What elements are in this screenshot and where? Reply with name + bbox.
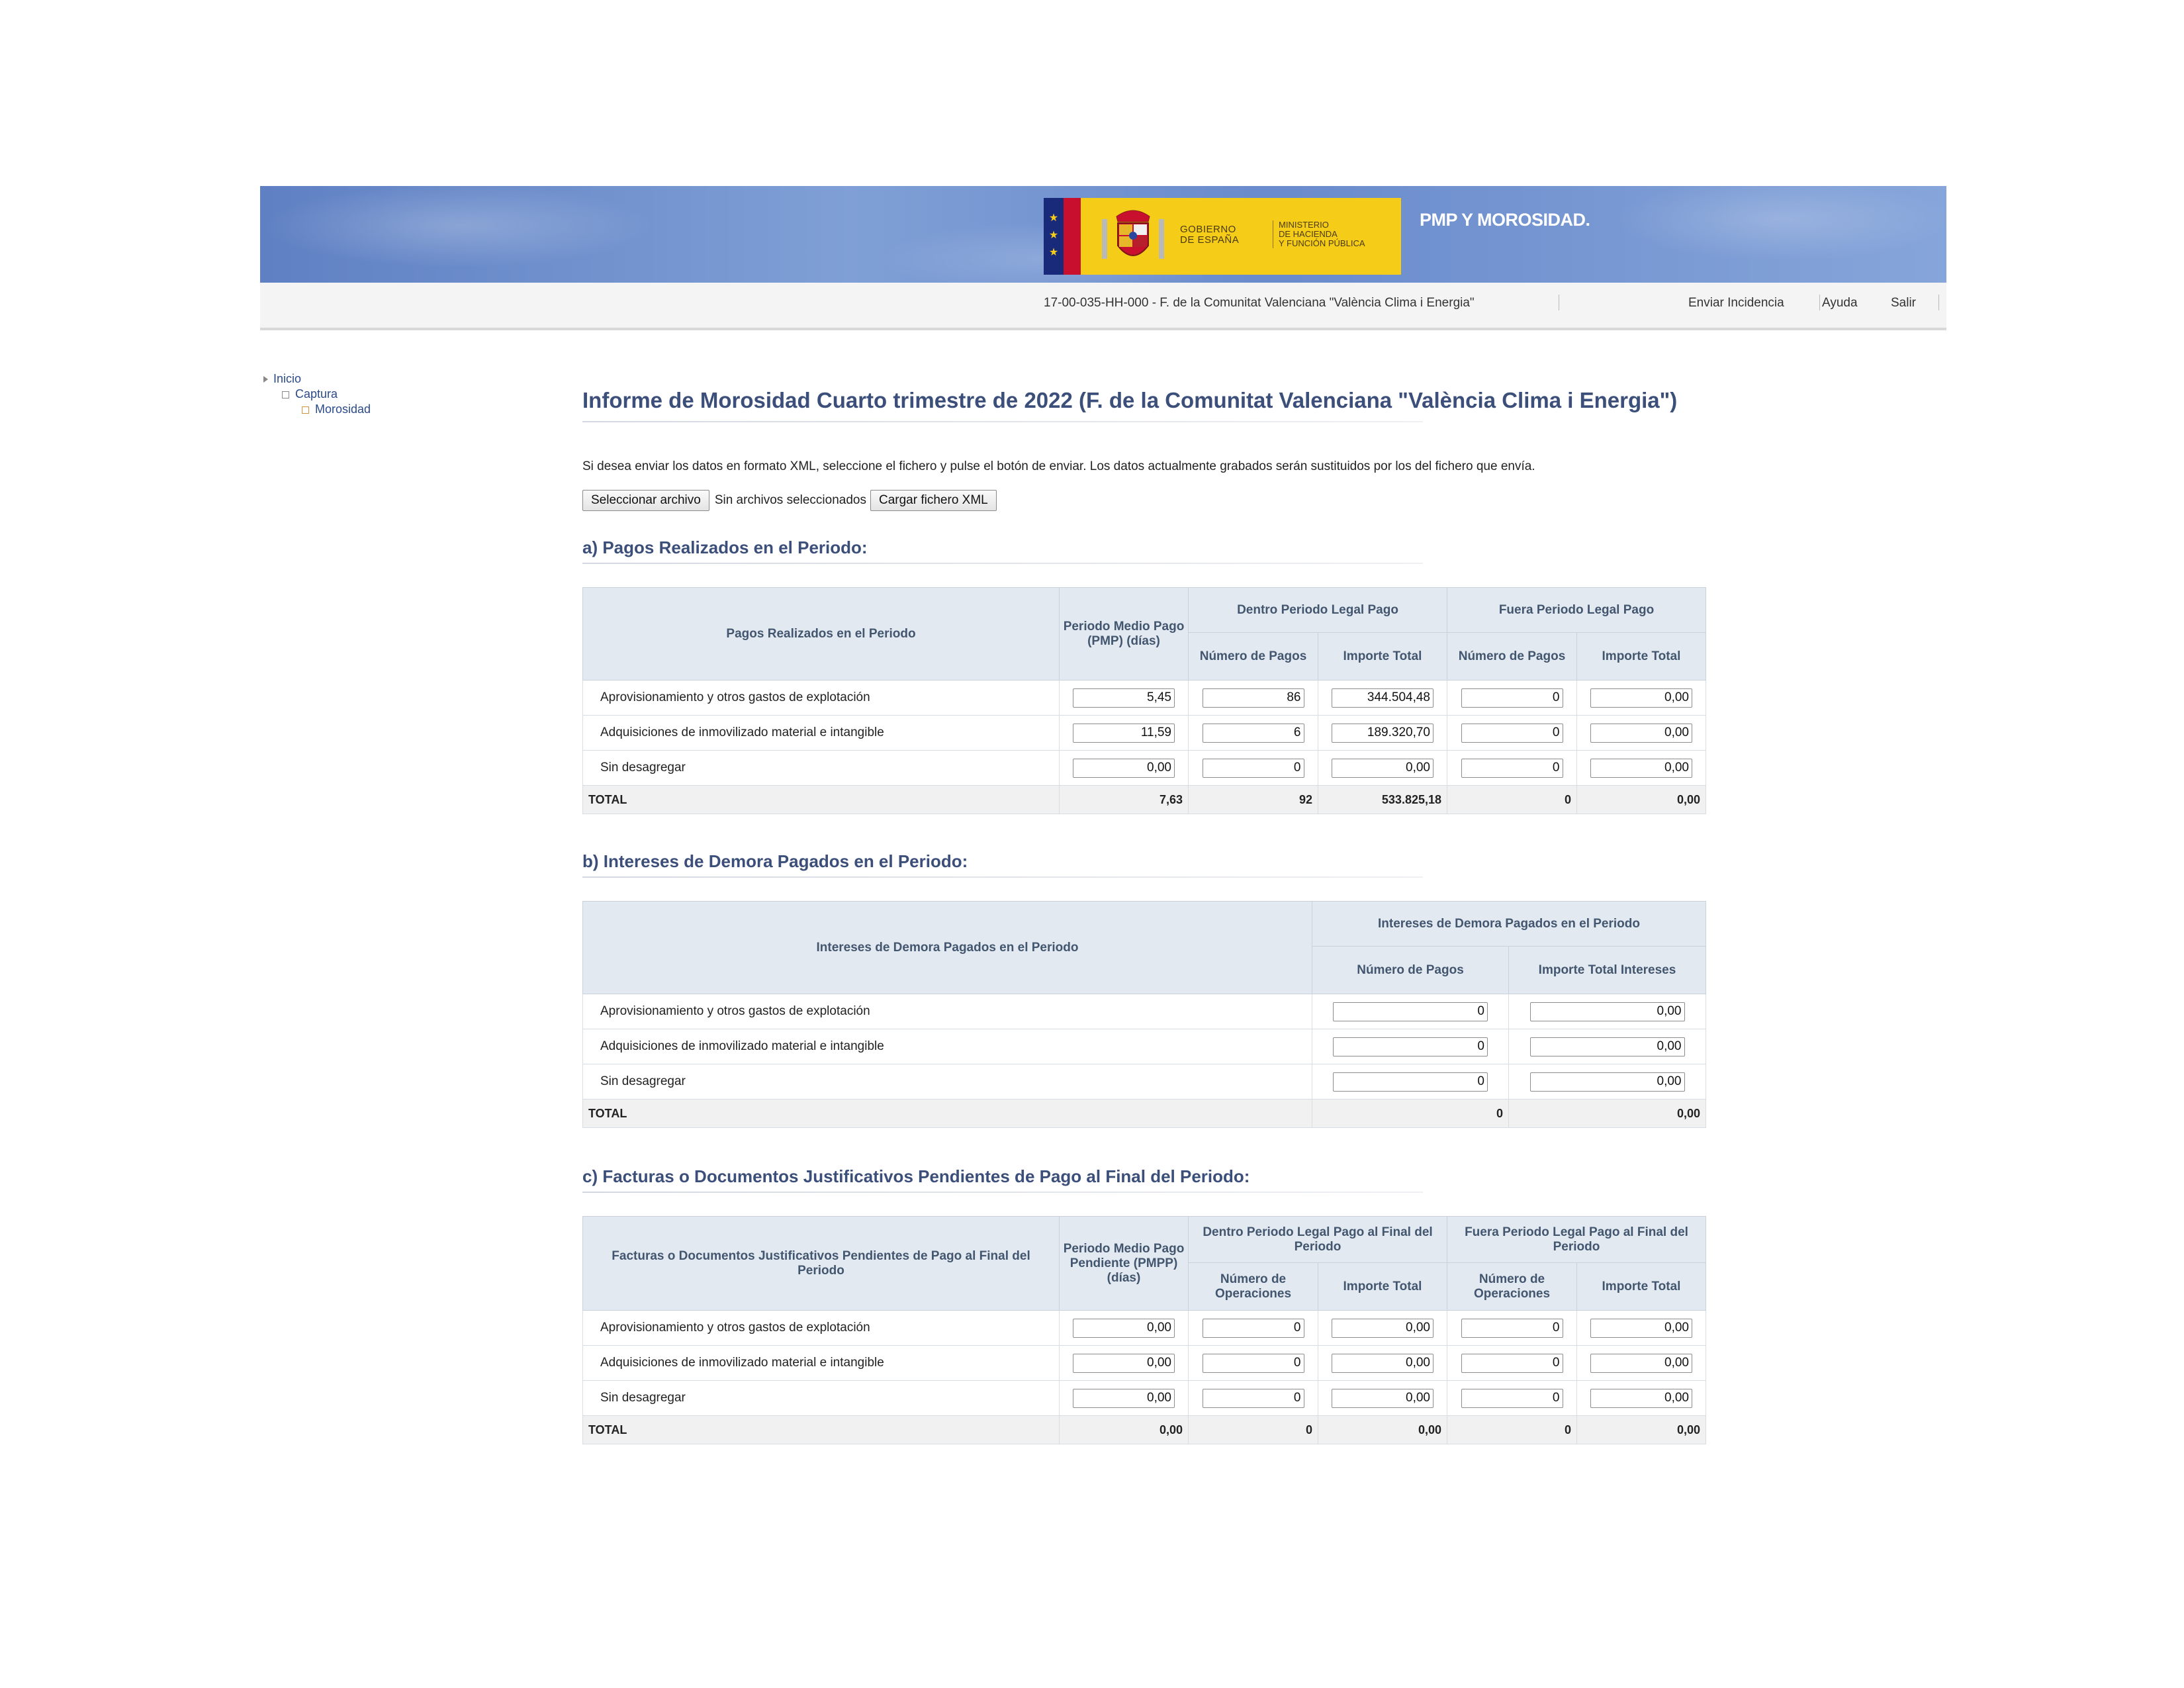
total-fuera-importe: 0,00 [1577,786,1706,814]
dentro-importe-input[interactable] [1332,759,1433,778]
row-label: Aprovisionamiento y otros gastos de explotación [583,680,1060,716]
pmp-input[interactable] [1073,688,1175,708]
table-row [583,680,1706,716]
table-row [583,1381,1706,1416]
header-banner [260,186,1946,283]
dentro-num-input[interactable] [1203,1354,1304,1373]
importe-intereses-input[interactable] [1530,1072,1685,1092]
total-label: TOTAL [583,1416,1060,1444]
group-header: Dentro Periodo Legal Pago [1189,588,1447,633]
importe-intereses-input[interactable] [1530,1002,1685,1021]
dentro-num-input[interactable] [1203,1389,1304,1408]
pmpp-input[interactable] [1073,1354,1175,1373]
table-row [583,716,1706,751]
column-header: Periodo Medio Pago (PMP) (días) [1060,588,1189,680]
total-dentro-num: 0 [1189,1416,1318,1444]
fuera-importe-input[interactable] [1590,759,1692,778]
select-file-button[interactable]: Seleccionar archivo [582,490,709,511]
fuera-num-input[interactable] [1461,759,1563,778]
dentro-num-input[interactable] [1203,724,1304,743]
column-header: Periodo Medio Pago Pendiente (PMPP) (días) [1060,1217,1189,1311]
group-header: Dentro Periodo Legal Pago al Final del Periodo [1189,1217,1447,1263]
table-row [583,1029,1706,1064]
nav-item-morosidad[interactable] [302,402,371,416]
nav-label: Inicio [273,372,302,385]
column-header: Número de Pagos [1312,947,1509,994]
fuera-importe-input[interactable] [1590,1319,1692,1338]
group-header: Fuera Periodo Legal Pago al Final del Periodo [1447,1217,1706,1263]
row-label: Adquisiciones de inmovilizado material e intangible [583,1029,1312,1064]
file-upload-row [582,489,997,512]
dentro-num-input[interactable] [1203,1319,1304,1338]
column-header: Importe Total [1318,1263,1447,1311]
page-title: Informe de Morosidad Cuarto trimestre de 2022 (F. de la Comunitat Valenciana "València Clima i Energia") [582,388,1678,412]
dentro-importe-input[interactable] [1332,1319,1433,1338]
group-header: Intereses de Demora Pagados en el Periodo [1312,902,1706,947]
ministerio-label: MINISTERIO DE HACIENDA Y FUNCIÓN PÚBLICA [1273,220,1365,248]
column-header: Importe Total [1577,1263,1706,1311]
table-row [583,1346,1706,1381]
total-label: TOTAL [583,1100,1312,1128]
row-label: Sin desagregar [583,1381,1060,1416]
fuera-num-input[interactable] [1461,1354,1563,1373]
column-header: Facturas o Documentos Justificativos Pendientes de Pago al Final del Periodo [583,1217,1060,1311]
pagos-table [582,587,1706,814]
dentro-importe-input[interactable] [1332,688,1433,708]
section-a-title: a) Pagos Realizados en el Periodo: [582,538,868,557]
fuera-num-input[interactable] [1461,724,1563,743]
pmpp-input[interactable] [1073,1389,1175,1408]
dentro-num-input[interactable] [1203,688,1304,708]
row-label: Aprovisionamiento y otros gastos de explotación [583,1311,1060,1346]
pmp-input[interactable] [1073,724,1175,743]
table-row [583,1064,1706,1100]
fuera-importe-input[interactable] [1590,1354,1692,1373]
total-fuera-num: 0 [1447,1416,1577,1444]
fuera-importe-input[interactable] [1590,1389,1692,1408]
fuera-importe-input[interactable] [1590,724,1692,743]
total-label: TOTAL [583,786,1060,814]
total-pmp: 7,63 [1060,786,1189,814]
column-header: Número de Pagos [1189,633,1318,680]
intereses-table [582,901,1706,1128]
divider [582,1192,1423,1193]
nav-label: Captura [295,387,338,400]
column-header: Importe Total Intereses [1509,947,1706,994]
facturas-table [582,1216,1706,1444]
app-title: PMP Y MOROSIDAD. [1420,210,1590,230]
column-header: Número de Operaciones [1447,1263,1577,1311]
divider [582,563,1423,564]
total-importe: 0,00 [1509,1100,1706,1128]
num-pagos-input[interactable] [1333,1002,1488,1021]
xml-help-text: Si desea enviar los datos en formato XML, seleccione el fichero y pulse el botón de enviar. Los datos actualmente grabados serán sustituidos por los del fichero que envía. [582,459,1535,473]
total-fuera-num: 0 [1447,786,1577,814]
nav-item-captura[interactable] [282,387,338,401]
entity-label: 17-00-035-HH-000 - F. de la Comunitat Valenciana "València Clima i Energia" [1044,296,1475,310]
row-label: Adquisiciones de inmovilizado material e intangible [583,1346,1060,1381]
fuera-num-input[interactable] [1461,1389,1563,1408]
fuera-importe-input[interactable] [1590,688,1692,708]
ayuda-link[interactable]: Ayuda [1822,296,1858,310]
row-label: Aprovisionamiento y otros gastos de explotación [583,994,1312,1029]
dentro-importe-input[interactable] [1332,1389,1433,1408]
column-header: Importe Total [1577,633,1706,680]
page-node-icon [302,406,309,414]
row-label: Adquisiciones de inmovilizado material e intangible [583,716,1060,751]
nav-item-inicio[interactable] [263,372,301,386]
total-dentro-num: 92 [1189,786,1318,814]
row-label: Sin desagregar [583,1064,1312,1100]
salir-link[interactable]: Salir [1891,296,1917,310]
pmpp-input[interactable] [1073,1319,1175,1338]
table-row [583,751,1706,786]
column-header: Intereses de Demora Pagados en el Periodo [583,902,1312,994]
total-dentro-importe: 533.825,18 [1318,786,1447,814]
total-dentro-importe: 0,00 [1318,1416,1447,1444]
num-pagos-input[interactable] [1333,1037,1488,1056]
total-row [583,1100,1706,1128]
column-header: Importe Total [1318,633,1447,680]
pmp-input[interactable] [1073,759,1175,778]
num-pagos-input[interactable] [1333,1072,1488,1092]
info-bar [260,283,1946,330]
group-header: Fuera Periodo Legal Pago [1447,588,1706,633]
fuera-num-input[interactable] [1461,688,1563,708]
total-num: 0 [1312,1100,1509,1128]
upload-xml-button[interactable]: Cargar fichero XML [870,490,997,511]
expand-triangle-icon [263,376,268,383]
star-icon: ★ ★ ★ [1048,212,1059,258]
fuera-num-input[interactable] [1461,1319,1563,1338]
table-row [583,1311,1706,1346]
divider [582,421,1423,422]
gobierno-label: GOBIERNO DE ESPAÑA [1180,224,1240,246]
spain-flag-stripe [1064,198,1081,275]
total-fuera-importe: 0,00 [1577,1416,1706,1444]
separator [1819,295,1820,310]
table-row [583,994,1706,1029]
column-header: Número de Operaciones [1189,1263,1318,1311]
separator [1938,295,1939,310]
folder-node-icon [282,391,289,399]
total-pmpp: 0,00 [1060,1416,1189,1444]
total-row [583,1416,1706,1444]
dentro-importe-input[interactable] [1332,724,1433,743]
enviar-incidencia-link[interactable]: Enviar Incidencia [1688,296,1784,310]
dentro-num-input[interactable] [1203,759,1304,778]
column-header: Número de Pagos [1447,633,1577,680]
column-header: Pagos Realizados en el Periodo [583,588,1060,680]
dentro-importe-input[interactable] [1332,1354,1433,1373]
nav-label: Morosidad [315,402,371,416]
section-b-title: b) Intereses de Demora Pagados en el Periodo: [582,851,968,871]
section-c-title: c) Facturas o Documentos Justificativos Pendientes de Pago al Final del Periodo: [582,1166,1250,1186]
row-label: Sin desagregar [583,751,1060,786]
total-row [583,786,1706,814]
importe-intereses-input[interactable] [1530,1037,1685,1056]
gobierno-logo [1044,198,1401,275]
coat-of-arms-icon [1097,205,1169,268]
file-status-label: Sin archivos seleccionados [714,493,866,507]
divider [582,876,1423,878]
